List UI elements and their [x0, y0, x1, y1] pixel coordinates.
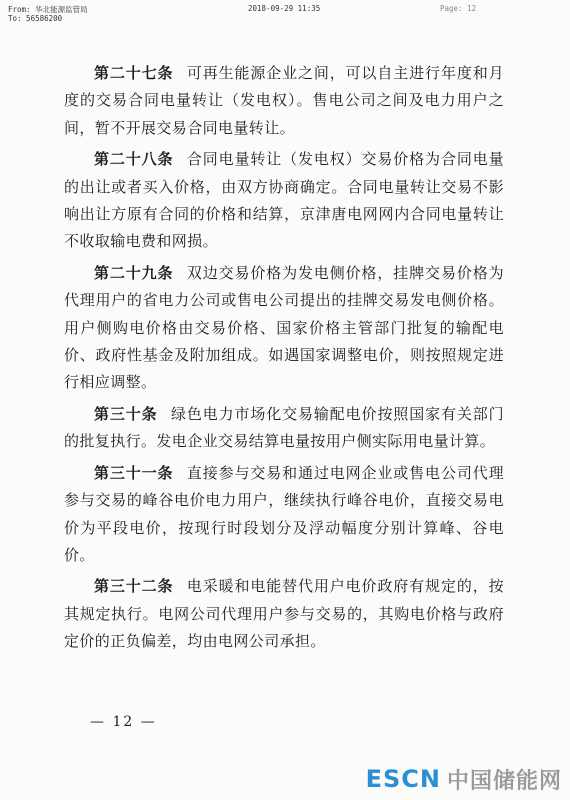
watermark-text: 中国储能网 [446, 768, 562, 794]
article-number: 第二十九条 [94, 263, 174, 282]
article-number: 第三十一条 [94, 463, 174, 482]
fax-timestamp: 2018-09-29 11:35 [248, 4, 321, 13]
article-number: 第三十二条 [94, 577, 174, 596]
fax-from: From: 华北能源监管局 [8, 5, 88, 14]
watermark [366, 764, 562, 794]
article-text: 双边交易价格为发电侧价格，挂牌交易价格为代理用户的省电力公司或售电公司提出的挂牌交易发电侧价格。用户侧购电价格由交易价格、国家价格主管部门批复的输配电价、政府性基金及附加组成。如遇国家调整电价，则按照规定进行相应调整。 [64, 263, 504, 392]
article-number: 第二十七条 [94, 64, 174, 82]
article-31 [64, 460, 504, 570]
article-number: 第三十条 [94, 404, 158, 423]
fax-to: To: 56586200 [8, 14, 63, 23]
article-30 [64, 401, 504, 456]
watermark-logo: ESCN [365, 765, 441, 793]
article-text: 可再生能源企业之间，可以自主进行年度和月度的交易合同电量转让（发电权）。售电公司之间及电力用户之间，暂不开展交易合同电量转让。 [64, 64, 504, 137]
article-text: 电采暖和电能替代用户电价政府有规定的，按其规定执行。电网公司代理用户参与交易的，其购电价格与政府定价的正负偏差，均由电网公司承担。 [64, 577, 504, 651]
document-body [64, 60, 504, 660]
article-text: 直接参与交易和通过电网企业或售电公司代理参与交易的峰谷电价电力用户，继续执行峰谷电价，直接交易电价为平段电价，按现行时段划分及浮动幅度分别计算峰、谷电价。 [64, 463, 504, 564]
fax-header [8, 4, 562, 28]
article-32 [64, 573, 504, 655]
article-text: 合同电量转让（发电权）交易价格为合同电量的出让或者买入价格，由双方协商确定。合同电量转让交易不影响出让方原有合同的价格和结算，京津唐电网网内合同电量转让不收取输电费和网损。 [64, 150, 504, 251]
fax-page: Page: 12 [440, 4, 477, 13]
article-27 [64, 60, 504, 142]
article-number: 第二十八条 [94, 150, 174, 169]
article-28 [64, 146, 504, 256]
page-number: — 12 — [90, 714, 157, 730]
article-text: 绿色电力市场化交易输配电价按照国家有关部门的批复执行。发电企业交易结算电量按用户侧实际用电量计算。 [64, 404, 504, 451]
article-29 [64, 260, 504, 397]
